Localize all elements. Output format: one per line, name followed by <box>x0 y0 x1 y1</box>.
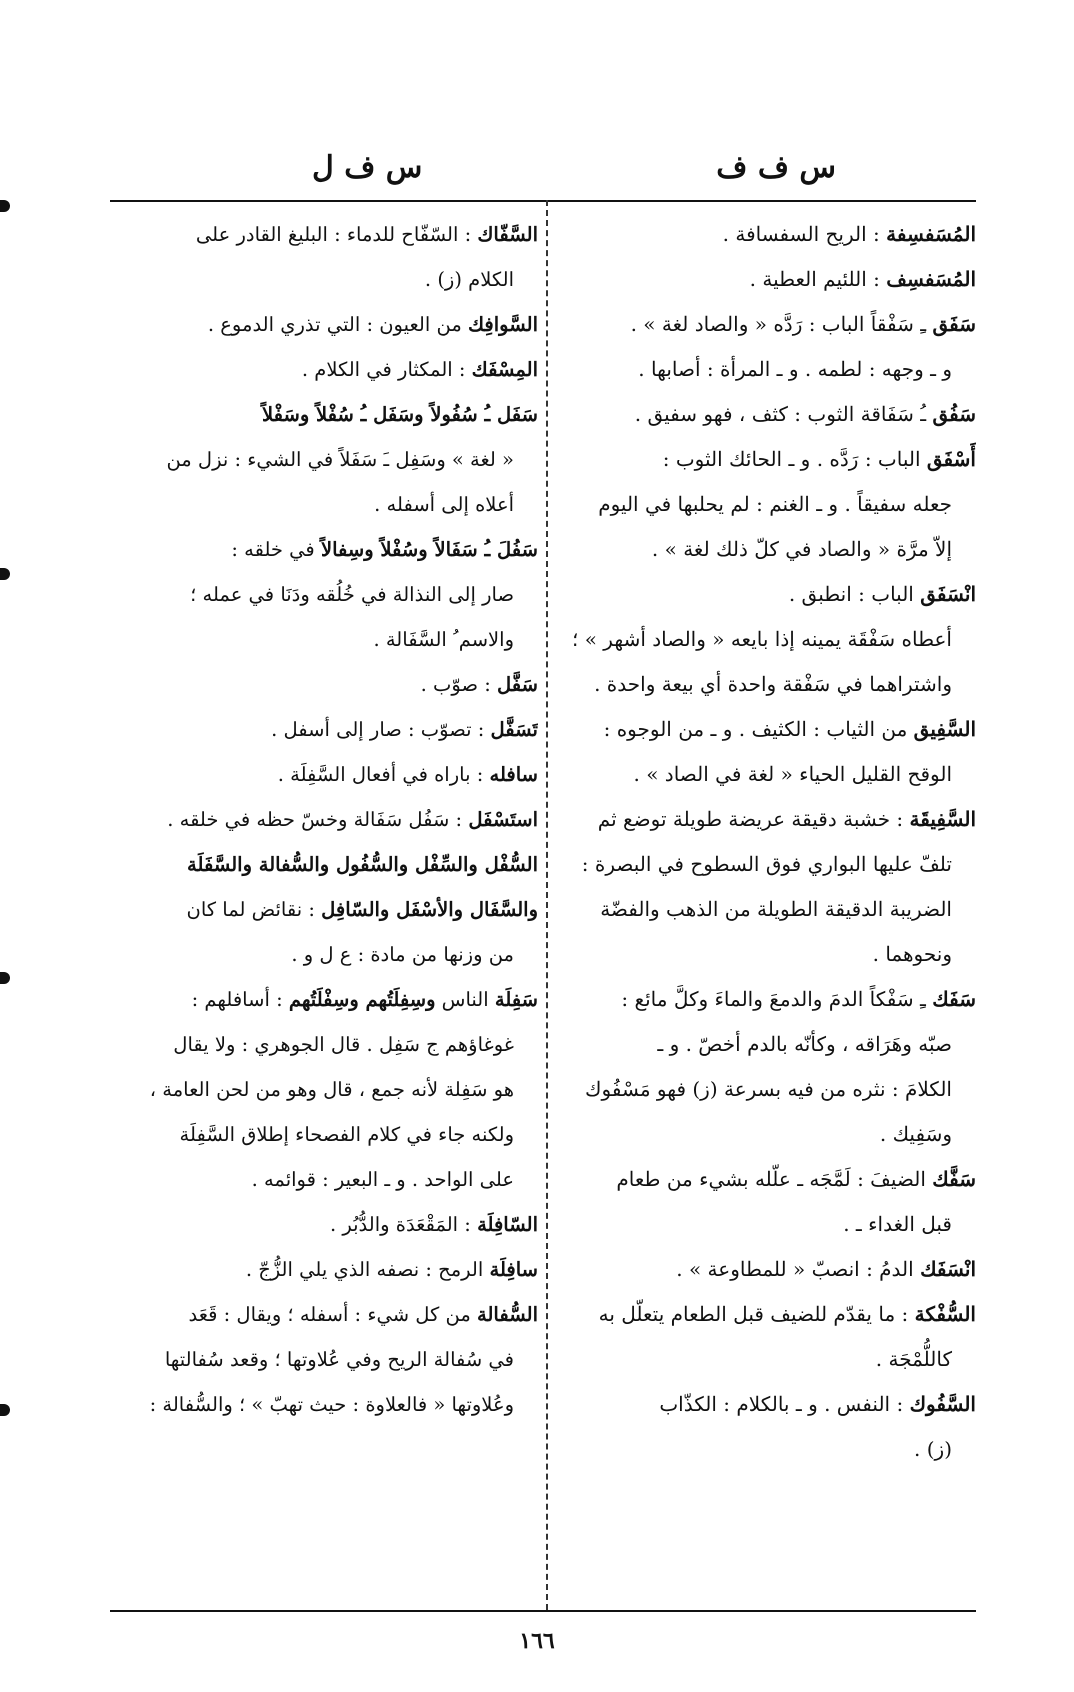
definition-text: صبّه وهَرَاقه ، وكأنّه بالدم أخصّ . و ـ <box>657 1032 952 1056</box>
continuation-line <box>110 482 538 527</box>
definition-text: : ما يقدّم للضيف قبل الطعام يتعلّل به <box>598 1302 915 1326</box>
entry-line <box>110 977 538 1022</box>
definition-text: : أسافلهم : <box>191 988 289 1011</box>
definition-text: « لغة » وسَفِل ـَ سَفَلاً في الشيء : نزل من <box>166 448 514 471</box>
entry-line <box>556 302 976 347</box>
headword: المُسَفسِف <box>886 267 976 291</box>
definition-text: في سُفالة الريح وفي عُلاوتها ؛ وقعد سُفالتها <box>164 1348 514 1371</box>
definition-text: الباب : رَدَّه . و ـ الحائك الثوب : <box>662 447 927 471</box>
entry-line <box>110 1247 538 1292</box>
definition-text: صار إلى النذالة في خُلُقه ودَنَا في عمله ؛ <box>190 583 514 606</box>
continuation-line <box>556 887 976 932</box>
headword: انْسَفَك <box>920 1257 976 1281</box>
continuation-line <box>110 257 538 302</box>
definition-text: الباب : انطبق . <box>788 582 921 606</box>
entry-line <box>556 797 976 842</box>
continuation-line <box>110 437 538 482</box>
top-rule <box>110 200 976 202</box>
entry-line <box>110 1292 538 1337</box>
definition-text: : خشبة دقيقة عريضة طويلة توضع ثم <box>597 807 910 831</box>
margin-mark <box>0 972 10 984</box>
continuation-line <box>110 1157 538 1202</box>
headword: والسَّفَال والأسْفَل والسّافِل <box>321 898 538 921</box>
entry-line <box>110 527 538 572</box>
definition-text: : سَفُل سَفَالة وخسّ حظه في خلقه . <box>167 808 469 831</box>
definition-text: قبل الغداء ـ . <box>843 1212 952 1236</box>
headword: سَفَّك <box>932 1167 976 1191</box>
headword: السُّفْل والسِّفْل والسُّفُول والسُّفالة والسَّفَلَة <box>187 853 538 876</box>
definition-text: : المَقْعَدَة والدُّبُر . <box>329 1213 478 1236</box>
headword: استَسْفَل <box>468 808 538 831</box>
definition-text: ولكنه جاء في كلام الفصحاء إطلاق السَّفِلَة <box>179 1123 514 1146</box>
page-header-left: س ف ل <box>312 150 423 185</box>
headword: سَفُلَ ـُ سَفَالاً وسُفْلاً وسِفالاً <box>320 538 538 561</box>
continuation-line <box>556 1112 976 1157</box>
margin-mark <box>0 1404 10 1416</box>
headword: المِسْفَك <box>471 358 538 381</box>
headword: سَفَّل <box>497 673 538 696</box>
definition-text: على الواحد . و ـ البعير : قوائمه . <box>251 1168 514 1191</box>
entry-line <box>110 392 538 437</box>
headword: السُّفالة <box>477 1303 538 1326</box>
headword: سَفِلَة <box>494 988 538 1011</box>
definition-text: وسَفِيك . <box>879 1122 952 1146</box>
entry-line <box>556 1157 976 1202</box>
entry-line <box>110 1202 538 1247</box>
definition-text: الناس <box>435 988 495 1011</box>
headword: سَفَك <box>932 987 976 1011</box>
headword: السَّفّاك <box>477 223 538 246</box>
entry-line <box>556 257 976 302</box>
definition-text: : النفس . و ـ بالكلام : الكذّاب <box>659 1392 910 1416</box>
definition-text: أعطاه سَفْقَة يمينه إذا بايعه « والصاد أشهر » ؛ <box>572 627 952 651</box>
definition-text: الرمح : نصفه الذي يلي الزُّجّ . <box>245 1258 490 1281</box>
definition-text: إلاّ مرَّة « والصاد في كلّ ذلك لغة » . <box>651 537 952 561</box>
definition-text: كاللُّمْجَة . <box>875 1347 952 1371</box>
definition-text: ـِ سَفْكاً الدمَ والدمعَ والماءَ وكلَّ مائع : <box>621 987 933 1011</box>
entry-line <box>110 347 538 392</box>
continuation-line <box>110 1022 538 1067</box>
continuation-line <box>110 617 538 662</box>
entry-line <box>556 212 976 257</box>
continuation-line <box>556 842 976 887</box>
margin-mark <box>0 200 10 212</box>
definition-text: من كل شيء : أسفله ؛ ويقال : قَعَد <box>188 1303 478 1326</box>
definition-text: والاسم ُ السَّفَالة . <box>373 628 514 651</box>
headword: السَّوافِك <box>467 313 538 336</box>
column-divider <box>546 200 548 1610</box>
headword: السُّفْكة <box>914 1302 976 1326</box>
definition-text: من الثياب : الكثيف . و ـ من الوجوه : <box>603 717 914 741</box>
definition-text: : تصوّب : صار إلى أسفل . <box>271 718 491 741</box>
definition-text: الكلامَ : نثره من فيه بسرعة (ز) فهو مَسْفُوك <box>585 1077 952 1101</box>
entry-line <box>556 977 976 1022</box>
entry-line <box>556 1382 976 1427</box>
definition-text: في خلقه : <box>231 538 321 561</box>
definition-text: ـُ سَفَاقة الثوب : كثف ، فهو سفيق . <box>634 402 933 426</box>
entry-line <box>110 707 538 752</box>
definition-text: الكلام (ز) . <box>424 268 514 291</box>
definition-text: و ـ وجهه : لطمه . و ـ المرأة : أصابها . <box>638 357 952 381</box>
entry-line <box>556 1247 976 1292</box>
headword: السَّفُوك <box>909 1392 976 1416</box>
continuation-line <box>556 1022 976 1067</box>
definition-text: : صوّب . <box>420 673 498 696</box>
headword: سَفُق <box>932 402 976 426</box>
continuation-line <box>556 617 976 662</box>
bottom-rule <box>110 1610 976 1612</box>
headword: السَّفِيق <box>913 717 976 741</box>
definition-text: وعُلاوتها « فالعلاوة : حيث تهبّ » ؛ والسُّفالة : <box>149 1393 514 1416</box>
definition-text: من العيون : التي تذري الدموع . <box>207 313 468 336</box>
headword: سَفَق <box>932 312 976 336</box>
entry-line <box>110 302 538 347</box>
entry-line <box>556 392 976 437</box>
definition-text: : باراه في أفعال السَّفِلَة . <box>277 763 490 786</box>
entry-line <box>110 212 538 257</box>
headword: وسِفِلَتُهم وسِفْلَتُهم <box>288 988 436 1011</box>
entry-line <box>110 842 538 887</box>
definition-text: ـِ سَفْقاً الباب : رَدَّه « والصاد لغة » . <box>630 312 933 336</box>
margin-mark <box>0 568 10 580</box>
continuation-line <box>110 1112 538 1157</box>
headword: السَّفِيقَة <box>909 807 976 831</box>
right-column <box>556 212 976 1607</box>
definition-text: الدمُ : انصبّ « للمطاوعة » . <box>676 1257 921 1281</box>
definition-text: واشتراهما في سَفْقة واحدة أي بيعة واحدة . <box>594 672 952 696</box>
left-column <box>110 212 538 1607</box>
entry-line <box>556 572 976 617</box>
continuation-line <box>556 752 976 797</box>
entry-line <box>110 797 538 842</box>
continuation-line <box>556 1337 976 1382</box>
entry-line <box>556 707 976 752</box>
definition-text: الوقح القليل الحياء « لغة في الصاد » . <box>633 762 952 786</box>
definition-text: : نقائض لما كان <box>186 898 322 921</box>
entry-line <box>110 752 538 797</box>
definition-text: : المكثار في الكلام . <box>301 358 472 381</box>
continuation-line <box>110 932 538 977</box>
headword: المُسَفسِفة <box>886 222 976 246</box>
continuation-line <box>556 347 976 392</box>
entry-line <box>110 662 538 707</box>
definition-text: (ز) . <box>914 1437 952 1461</box>
definition-text: : اللئيم العطية . <box>749 267 887 291</box>
definition-text: جعله سفيقاً . و ـ الغنم : لم يحلبها في اليوم <box>598 492 952 516</box>
definition-text: هو سَفِلة لأنه جمع ، قال وهو من لحن العامة ، <box>149 1078 514 1101</box>
definition-text: غوغاؤهم ج سَفِل . قال الجوهري : ولا يقال <box>173 1033 514 1056</box>
headword: انْسَفَق <box>920 582 976 606</box>
continuation-line <box>556 482 976 527</box>
continuation-line <box>556 1202 976 1247</box>
definition-text: : الريح السفسافة . <box>722 222 887 246</box>
definition-text: من وزنها من مادة : ع ل و . <box>291 943 514 966</box>
continuation-line <box>556 1067 976 1112</box>
continuation-line <box>556 662 976 707</box>
definition-text: أعلاه إلى أسفله . <box>374 493 514 516</box>
continuation-line <box>556 527 976 572</box>
continuation-line <box>110 1382 538 1427</box>
page-number: ١٦٦ <box>519 1628 555 1654</box>
headword: أَسْفَق <box>926 447 976 471</box>
entry-line <box>556 1292 976 1337</box>
continuation-line <box>556 932 976 977</box>
headword: سافِلَة <box>489 1258 538 1281</box>
definition-text: الضيفَ : لَمَّجَه ـ علّله بشيء من طعام <box>616 1167 933 1191</box>
continuation-line <box>110 1067 538 1112</box>
definition-text: : السّفّاح للدماء : البليغ القادر على <box>195 223 478 246</box>
page-header-right: س ف ف <box>716 150 836 185</box>
entry-line <box>556 437 976 482</box>
definition-text: الضريبة الدقيقة الطويلة من الذهب والفضّة <box>600 897 952 921</box>
entry-line <box>110 887 538 932</box>
headword: تَسَفَّل <box>490 718 538 741</box>
continuation-line <box>556 1427 976 1472</box>
headword: السّافِلَة <box>477 1213 538 1236</box>
definition-text: تلفّ عليها البواري فوق السطوح في البصرة : <box>581 852 952 876</box>
headword: سَفَل ـُ سُفُولاً وسَفَل ـُ سُفْلاً وسَفْلاً <box>261 403 538 426</box>
definition-text: ونحوهما . <box>872 942 952 966</box>
continuation-line <box>110 572 538 617</box>
headword: سافله <box>489 763 538 786</box>
continuation-line <box>110 1337 538 1382</box>
